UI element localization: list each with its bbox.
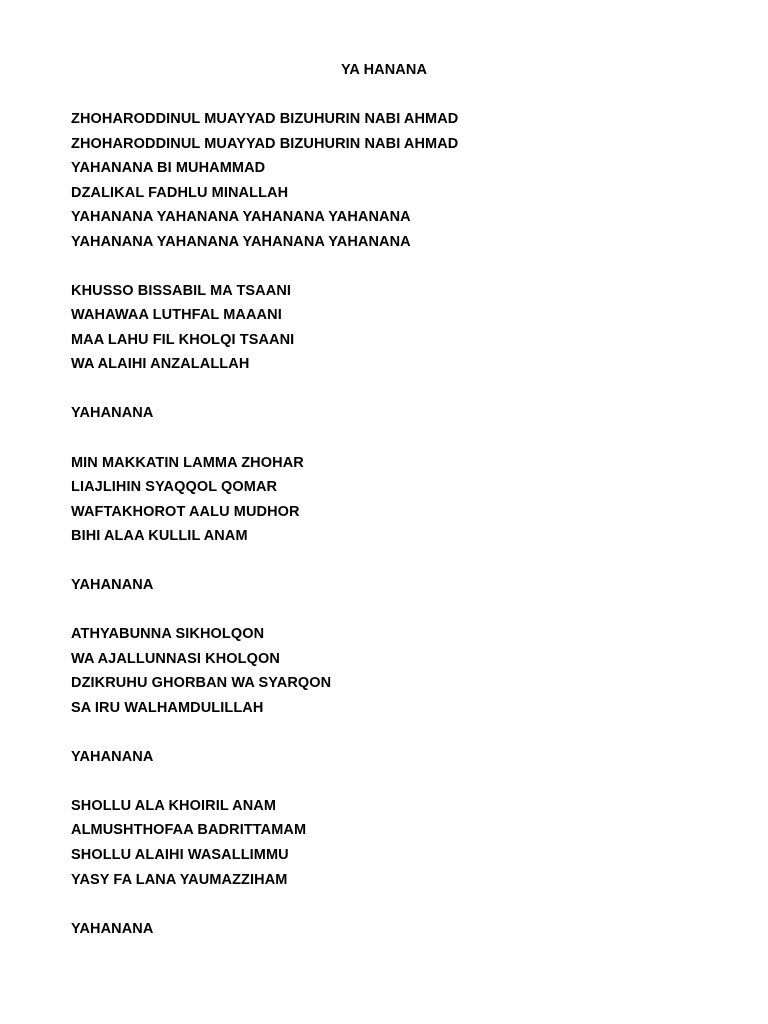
lyric-line: MAA LAHU FIL KHOLQI TSAANI [71,332,295,348]
lyric-line: ALMUSHTHOFAA BADRITTAMAM [71,822,307,838]
lyric-line: YASY FA LANA YAUMAZZIHAM [71,872,288,888]
lyric-line: ATHYABUNNA SIKHOLQON [71,626,265,642]
refrain-line: YAHANANA [71,405,154,421]
lyric-line: MIN MAKKATIN LAMMA ZHOHAR [71,455,304,471]
document-title: YA HANANA [340,62,428,78]
lyric-line: YAHANANA BI MUHAMMAD [71,160,266,176]
lyric-line: DZALIKAL FADHLU MINALLAH [71,185,289,201]
lyric-line: YAHANANA YAHANANA YAHANANA YAHANANA [71,234,411,250]
lyric-line: YAHANANA YAHANANA YAHANANA YAHANANA [71,209,411,225]
lyric-line: SA IRU WALHAMDULILLAH [71,700,264,716]
lyric-line: KHUSSO BISSABIL MA TSAANI [71,283,292,299]
lyric-line: LIAJLIHIN SYAQQOL QOMAR [71,479,278,495]
lyric-line: WAHAWAA LUTHFAL MAAANI [71,307,282,323]
lyric-line: SHOLLU ALAIHI WASALLIMMU [71,847,289,863]
lyric-line: WAFTAKHOROT AALU MUDHOR [71,504,300,520]
lyric-line: ZHOHARODDINUL MUAYYAD BIZUHURIN NABI AHMAD [71,111,459,127]
lyric-line: BIHI ALAA KULLIL ANAM [71,528,248,544]
lyric-line: ZHOHARODDINUL MUAYYAD BIZUHURIN NABI AHMAD [71,136,459,152]
lyric-line: WA AJALLUNNASI KHOLQON [71,651,280,667]
refrain-line: YAHANANA [71,577,154,593]
refrain-line: YAHANANA [71,921,154,937]
refrain-line: YAHANANA [71,749,154,765]
lyric-line: DZIKRUHU GHORBAN WA SYARQON [71,675,332,691]
lyric-line: WA ALAIHI ANZALALLAH [71,356,250,372]
lyric-line: SHOLLU ALA KHOIRIL ANAM [71,798,277,814]
